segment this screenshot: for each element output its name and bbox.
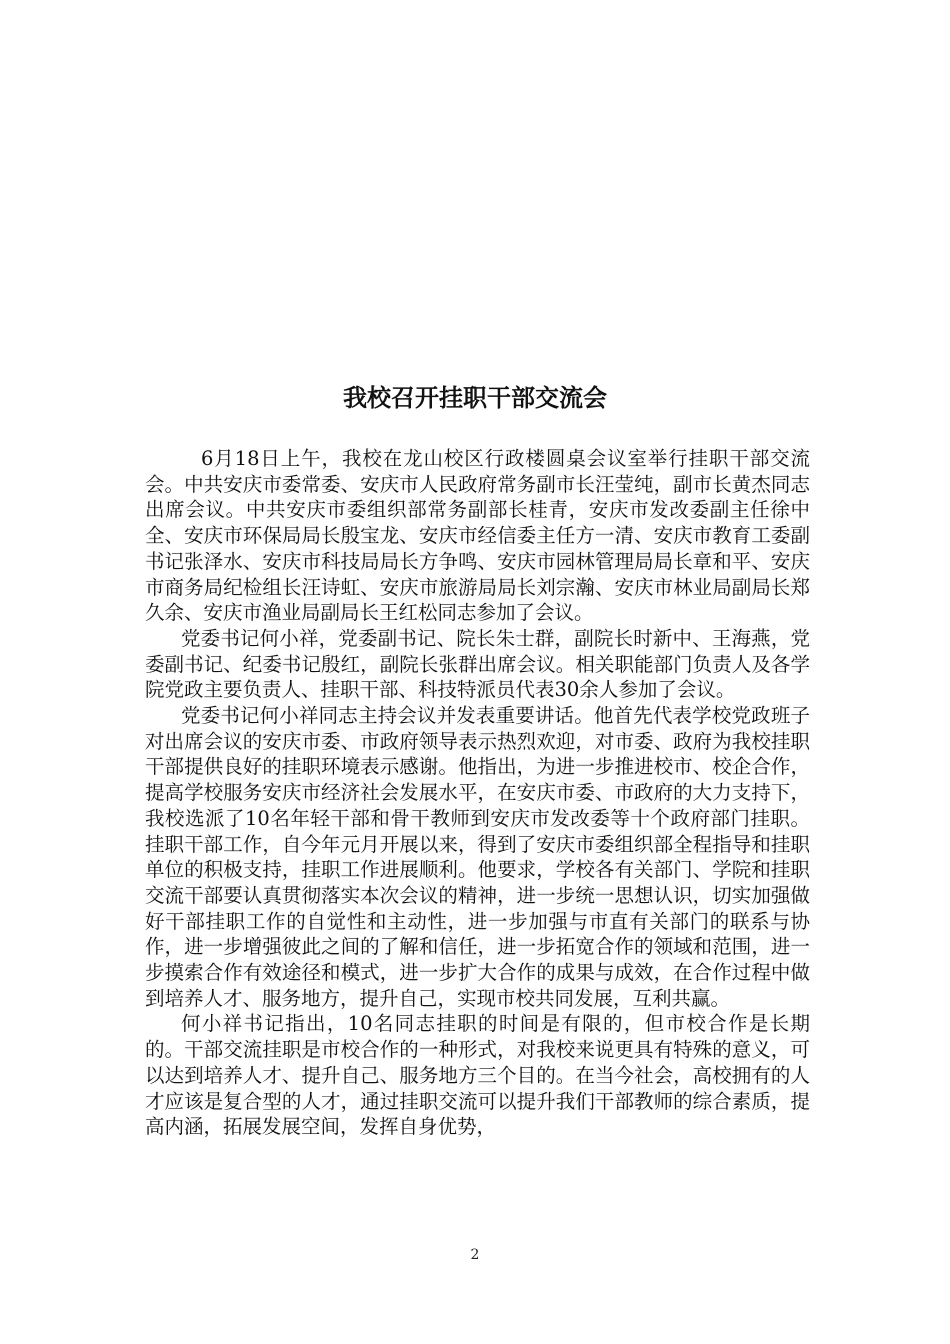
paragraph-school-attendees: 党委书记何小祥，党委副书记、院长朱士群，副院长时新中、王海燕，党委副书记、纪委书记殷红，副院长张群出席会议。相关职能部门负责人及各学院党政主要负责人、挂职干部、科技特派员代表30余人参加了会议。: [145, 626, 810, 702]
document-title: 我校召开挂职干部交流会: [343, 384, 607, 412]
document-body: [145, 446, 810, 1140]
paragraph-meeting-intro: 6月18日上午，我校在龙山校区行政楼圆桌会议室举行挂职干部交流会。中共安庆市委常委、安庆市人民政府常务副市长汪莹纯，副市长黄杰同志出席会议。中共安庆市委组织部常务副部长桂青，安庆市发改委副主任徐中全、安庆市环保局局长殷宝龙、安庆市经信委主任方一清、安庆市教育工委副书记张泽水、安庆市科技局局长方争鸣、安庆市园林管理局局长章和平、安庆市商务局纪检组长汪诗虹、安庆市旅游局局长刘宗瀚、安庆市林业局副局长郑久余、安庆市渔业局副局长王红松同志参加了会议。: [145, 447, 810, 625]
paragraph-secretary-speech: 党委书记何小祥同志主持会议并发表重要讲话。他首先代表学校党政班子对出席会议的安庆市委、市政府领导表示热烈欢迎，对市委、政府为我校挂职干部提供良好的挂职环境表示感谢。他指出，为进一步推进校市、校企合作，提高学校服务安庆市经济社会发展水平，在安庆市委、市政府的大力支持下，我校选派了10名年轻干部和骨干教师到安庆市发改委等十个政府部门挂职。挂职干部工作，自今年元月开展以来，得到了安庆市委组织部全程指导和挂职单位的积极支持，挂职工作进展顺利。他要求，学校各有关部门、学院和挂职交流干部要认真贯彻落实本次会议的精神，进一步统一思想认识，切实加强做好干部挂职工作的自觉性和主动性，进一步加强与市直有关部门的联系与协作，进一步增强彼此之间的了解和信任，进一步拓宽合作的领域和范围，进一步摸索合作有效途径和模式，进一步扩大合作的成果与成效，在合作过程中做到培养人才、服务地方，提升自己，实现市校共同发展，互利共赢。: [145, 704, 810, 1010]
page-number: 2: [470, 1247, 480, 1263]
paragraph-cooperation-significance: 何小祥书记指出，10名同志挂职的时间是有限的，但市校合作是长期的。干部交流挂职是市校合作的一种形式，对我校来说更具有特殊的意义，可以达到培养人才、提升自己、服务地方三个目的。在当今社会，高校拥有的人才应该是复合型的人才，通过挂职交流可以提升我们干部教师的综合素质，提高内涵，拓展发展空间，发挥自身优势，: [145, 1012, 810, 1139]
